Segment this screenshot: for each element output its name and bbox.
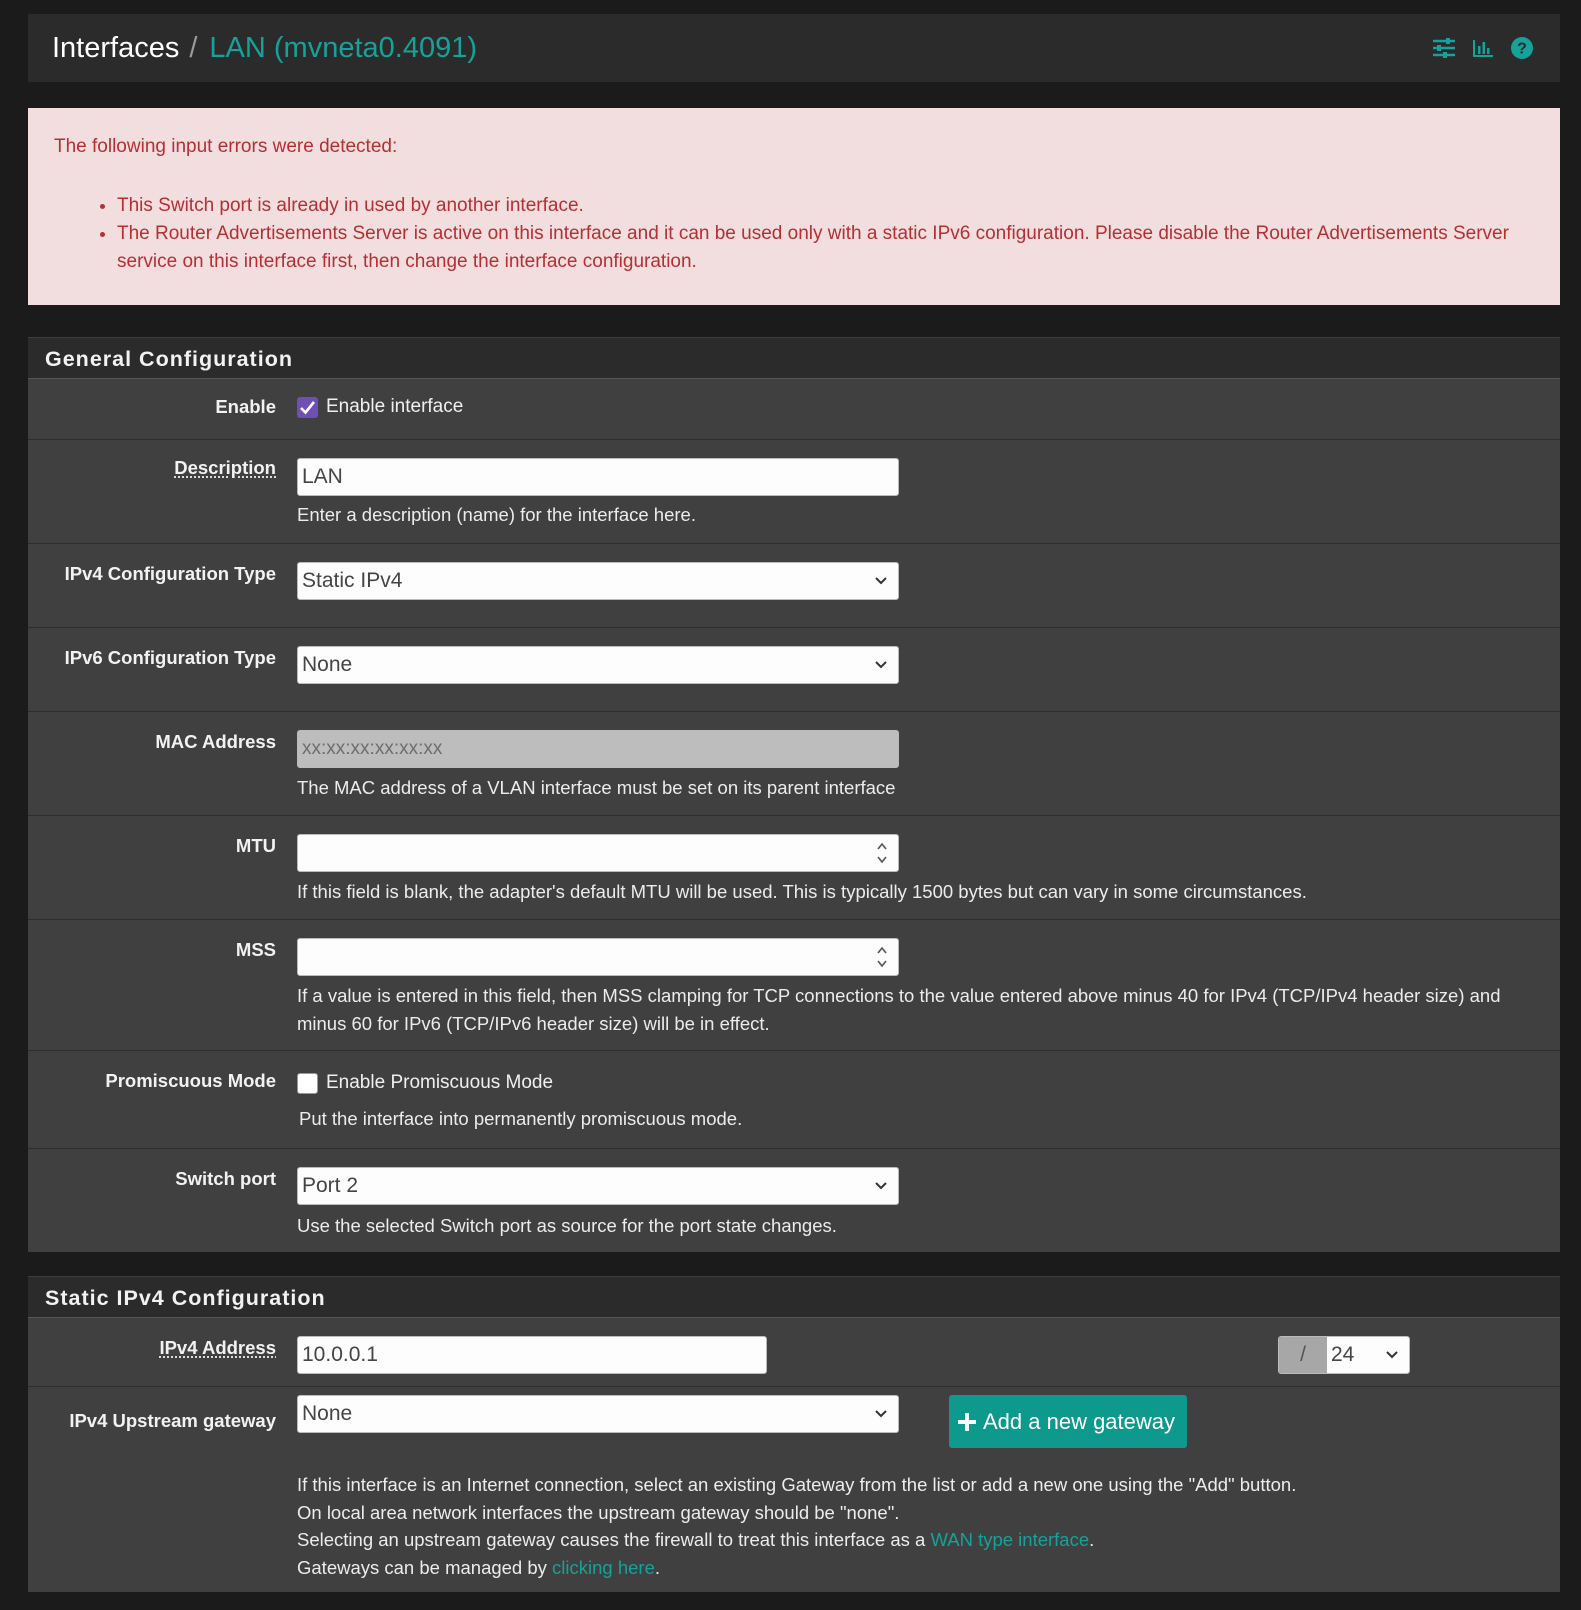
ipv4-type-select[interactable]	[297, 562, 899, 600]
row-mss	[28, 920, 1560, 1051]
gateway-help-line2: On local area network interfaces the upstream gateway should be "none".	[297, 1501, 900, 1523]
breadcrumb-interfaces[interactable]: Interfaces	[52, 31, 180, 64]
row-ipv4-type	[28, 544, 1560, 628]
promisc-checkbox-group	[297, 1072, 553, 1094]
promisc-help: Put the interface into permanently promiscuous mode.	[299, 1108, 743, 1129]
panel-heading-static-ipv4: Static IPv4 Configuration	[28, 1276, 1560, 1318]
gateway-help-line4-pre: Gateways can be managed by	[297, 1556, 553, 1578]
mac-help: The MAC address of a VLAN interface must be set on its parent interface	[297, 777, 896, 798]
breadcrumb-current: LAN (mvneta0.4091)	[209, 31, 477, 64]
switch-port-value: Port 2	[302, 1174, 359, 1197]
bar-chart-icon[interactable]	[1472, 38, 1494, 58]
general-config-panel	[28, 337, 1560, 1252]
mtu-help: If this field is blank, the adapter's default MTU will be used. This is typically 1500 bytes but can vary in some circumstances.	[297, 881, 1307, 902]
error-list	[54, 192, 1534, 276]
mtu-input[interactable]	[297, 834, 899, 872]
chevron-down-icon	[874, 660, 888, 670]
chevron-down-icon	[874, 1409, 888, 1419]
ipv6-type-select[interactable]	[297, 646, 899, 684]
ipv4-address-label[interactable]	[36, 1334, 276, 1362]
description-help: Enter a description (name) for the interface here.	[297, 504, 696, 525]
sliders-icon[interactable]	[1432, 37, 1456, 59]
mtu-label: MTU	[235, 835, 276, 856]
ipv6-type-value: None	[302, 653, 353, 676]
gateway-help	[297, 1471, 1296, 1581]
chevron-down-icon	[1385, 1350, 1399, 1360]
help-icon[interactable]	[1510, 36, 1534, 60]
row-ipv6-type	[28, 628, 1560, 712]
row-description	[28, 440, 1560, 544]
mss-help: If a value is entered in this field, then MSS clamping for TCP connections to the value entered above minus 40 for IPv4 (TCP/IPv4 header size) and minus 60 for IPv6 (TCP/IPv6 header size) will be in effect.	[297, 985, 1501, 1034]
mac-label: MAC Address	[155, 731, 276, 752]
promisc-checkbox-label[interactable]: Enable Promiscuous Mode	[326, 1072, 554, 1093]
manage-gateways-link[interactable]: clicking here	[552, 1556, 655, 1578]
wan-type-interface-link[interactable]: WAN type interface	[930, 1529, 1090, 1550]
row-mtu	[28, 816, 1560, 920]
enable-checkbox-group	[297, 396, 463, 418]
mss-label: MSS	[235, 939, 276, 960]
row-ipv4-gateway	[28, 1387, 1560, 1592]
ipv6-type-label: IPv6 Configuration Type	[64, 647, 276, 668]
ipv4-gateway-value: None	[302, 1402, 353, 1425]
promisc-checkbox[interactable]	[297, 1073, 318, 1094]
plus-icon	[957, 1412, 977, 1432]
gateway-help-line4	[297, 1554, 1296, 1582]
error-alert	[28, 108, 1560, 305]
ipv4-address-input[interactable]: 10.0.0.1	[297, 1336, 767, 1374]
description-input[interactable]: LAN	[297, 458, 899, 496]
add-gateway-label: Add a new gateway	[983, 1408, 1176, 1434]
row-promisc	[28, 1051, 1560, 1149]
description-label-text: Description	[174, 457, 276, 478]
switch-port-label: Switch port	[175, 1168, 276, 1189]
gateway-help-line4-post: .	[654, 1556, 661, 1578]
subnet-slash: /	[1279, 1337, 1327, 1373]
panel-heading-general: General Configuration	[28, 337, 1560, 379]
ipv4-type-label: IPv4 Configuration Type	[64, 563, 276, 584]
add-gateway-button[interactable]	[949, 1395, 1187, 1448]
enable-checkbox[interactable]	[297, 397, 318, 418]
row-mac	[28, 712, 1560, 816]
svg-text:?: ?	[1517, 40, 1527, 58]
ipv4-subnet-group	[1278, 1336, 1410, 1374]
enable-checkbox-label[interactable]: Enable interface	[326, 396, 464, 417]
enable-label: Enable	[215, 396, 276, 417]
mac-input: xx:xx:xx:xx:xx:xx	[297, 730, 899, 768]
static-ipv4-panel	[28, 1276, 1560, 1592]
ipv4-gateway-select[interactable]	[297, 1395, 899, 1433]
header-icons	[1432, 36, 1534, 60]
ipv4-address-label-text: IPv4 Address	[159, 1337, 276, 1358]
spinner-icon[interactable]	[876, 944, 888, 970]
spinner-icon[interactable]	[876, 840, 888, 866]
subnet-mask-value: 24	[1331, 1343, 1355, 1366]
ipv4-type-value: Static IPv4	[302, 569, 403, 592]
chevron-down-icon	[874, 576, 888, 586]
promisc-label: Promiscuous Mode	[105, 1070, 276, 1091]
switch-port-help: Use the selected Switch port as source for the port state changes.	[297, 1215, 837, 1236]
switch-port-select[interactable]	[297, 1167, 899, 1205]
error-item: • The Router Advertisements Server is active on this interface and it can be used only with a static IPv6 configuration. Please disable the Router Advertisements Server service on this interface first, then change the interface configuration.	[117, 220, 1534, 276]
description-label[interactable]	[36, 454, 276, 482]
error-title: The following input errors were detected:	[54, 136, 398, 157]
subnet-mask-select[interactable]	[1327, 1337, 1409, 1373]
mss-input[interactable]	[297, 938, 899, 976]
ipv4-gateway-label: IPv4 Upstream gateway	[69, 1410, 276, 1431]
chevron-down-icon	[874, 1181, 888, 1191]
gateway-help-line3-pre: Selecting an upstream gateway causes the firewall to treat this interface as a	[297, 1529, 931, 1550]
gateway-help-line1: If this interface is an Internet connection, select an existing Gateway from the list or add a new one using the "Add" button.	[297, 1474, 1297, 1495]
page-title-bar	[28, 14, 1560, 82]
gateway-help-line3	[297, 1526, 1296, 1554]
gateway-help-line3-post: .	[1089, 1529, 1095, 1550]
row-enable	[28, 379, 1560, 440]
row-ipv4-address	[28, 1318, 1560, 1387]
breadcrumb-separator: /	[189, 31, 198, 64]
row-switch-port	[28, 1149, 1560, 1252]
error-item: • This Switch port is already in used by another interface.	[117, 192, 1534, 220]
